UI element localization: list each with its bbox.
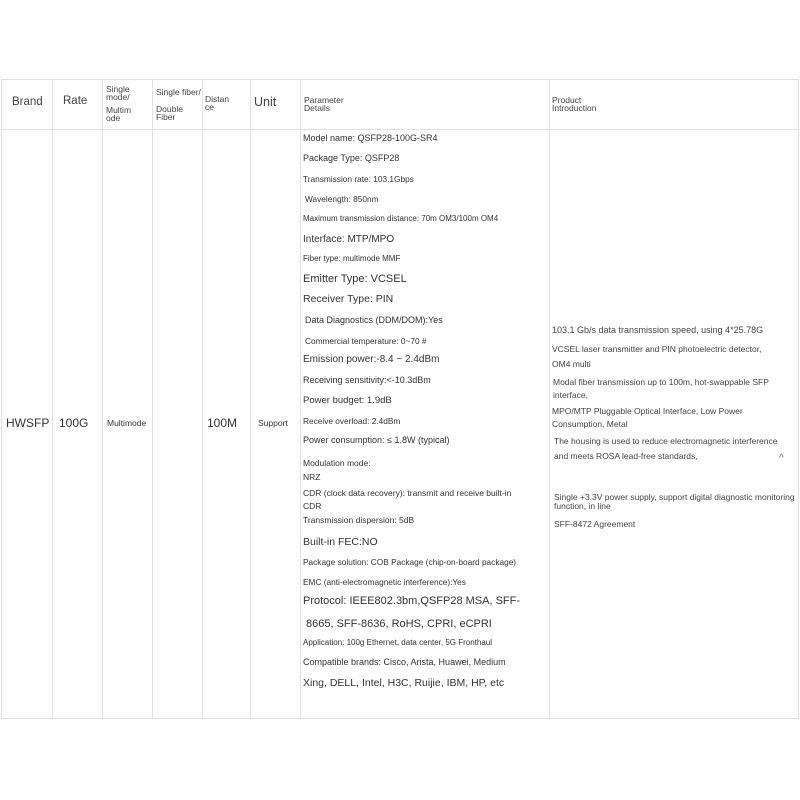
header-brand: Brand [12, 96, 43, 108]
param-line: Power budget: 1.9dB [303, 395, 392, 406]
collapse-chevron-up-icon[interactable]: ^ [779, 453, 784, 464]
param-line: Receiver Type: PIN [303, 293, 394, 305]
intro-line: OM4 multi [552, 359, 591, 369]
header-product-introduction: Product Introduction [552, 95, 597, 113]
header-distance: Distan ce [205, 94, 230, 112]
param-line: Modulation mode: [303, 458, 371, 468]
cell-rate: 100G [59, 416, 89, 430]
intro-line: Consumption, Metal [552, 419, 628, 429]
param-line: Package Type: QSFP28 [303, 153, 400, 163]
param-line: Wavelength: 850nm [305, 194, 379, 204]
intro-line: interface, [553, 390, 588, 400]
param-line: Receiving sensitivity:<-10.3dBm [303, 375, 431, 385]
intro-line: and meets ROSA lead-free standards, [554, 451, 698, 461]
param-line: Emitter Type: VCSEL [303, 273, 407, 285]
param-line: Protocol: IEEE802.3bm,QSFP28 MSA, SFF- [303, 595, 521, 607]
param-line: Emission power:-8.4 ~ 2.4dBm [303, 354, 440, 365]
header-rate: Rate [63, 95, 88, 107]
header-mode-line2: Multim ode [106, 105, 132, 123]
intro-line: MPO/MTP Pluggable Optical Interface, Low Power [552, 406, 743, 416]
param-line: Compatible brands: Cisco, Arista, Huawei, Medium [303, 657, 506, 667]
column-divider [152, 80, 153, 718]
param-line: Xing, DELL, Intel, H3C, Ruijie, IBM, HP, etc [303, 677, 505, 689]
param-line: Transmission dispersion: 5dB [303, 515, 415, 525]
intro-line: SFF-8472 Agreement [554, 519, 636, 529]
header-parameter-details: Parameter Details [304, 95, 344, 113]
param-line: Package solution: COB Package (chip-on-board package) [303, 557, 517, 567]
param-line: Interface: MTP/MPO [303, 234, 395, 245]
column-divider [202, 80, 203, 718]
cell-mode: Multimode [107, 418, 147, 428]
param-line: EMC (anti-electromagnetic interference):Yes [303, 577, 466, 587]
cell-distance: 100M [207, 416, 238, 430]
param-line: NRZ [303, 472, 321, 482]
param-line: Data Diagnostics (DDM/DOM):Yes [305, 315, 443, 325]
header-divider [2, 129, 798, 130]
param-line: Built-in FEC:NO [303, 536, 378, 548]
column-divider [549, 80, 550, 718]
param-line: Power consumption: ≤ 1.8W (typical) [303, 435, 450, 445]
column-divider [300, 80, 301, 718]
intro-line: Single +3.3V power supply, support digital diagnostic monitoring [554, 492, 795, 502]
param-line: 8665, SFF-8636, RoHS, CPRI, eCPRI [306, 618, 492, 630]
intro-line: 103.1 Gb/s data transmission speed, using 4*25.78G [552, 325, 764, 335]
param-line: Application: 100g Ethernet, data center, 5G Fronthaul [303, 638, 493, 647]
column-divider [52, 80, 53, 718]
intro-line: VCSEL laser transmitter and PIN photoelectric detector, [552, 344, 762, 354]
param-line: CDR (clock data recovery): transmit and receive built-in [303, 488, 512, 498]
cell-brand: HWSFP [6, 416, 50, 430]
intro-line: function, in line [554, 501, 611, 511]
param-line: Model name: QSFP28-100G-SR4 [303, 133, 438, 143]
param-line: Maximum transmission distance: 70m OM3/100m OM4 [303, 214, 499, 223]
param-line: CDR [303, 501, 322, 511]
param-line: Transmission rate: 103.1Gbps [303, 174, 414, 184]
header-unit: Unit [254, 95, 277, 109]
param-line: Commercial temperature: 0~70 # [305, 336, 427, 346]
header-fiber-line1: Single fiber/ [156, 87, 201, 97]
intro-line: The housing is used to reduce electromagnetic interference [554, 436, 778, 446]
param-line: Fiber type: multimode MMF [303, 254, 401, 263]
param-line: Receive overload: 2.4dBm [303, 416, 401, 426]
column-divider [250, 80, 251, 718]
header-mode-line1: Single mode/ [106, 84, 130, 102]
intro-line: Modal fiber transmission up to 100m, hot-swappable SFP [553, 377, 769, 387]
cell-unit: Support [258, 418, 288, 428]
header-fiber-line2: Double Fiber [156, 104, 183, 122]
column-divider [102, 80, 103, 718]
